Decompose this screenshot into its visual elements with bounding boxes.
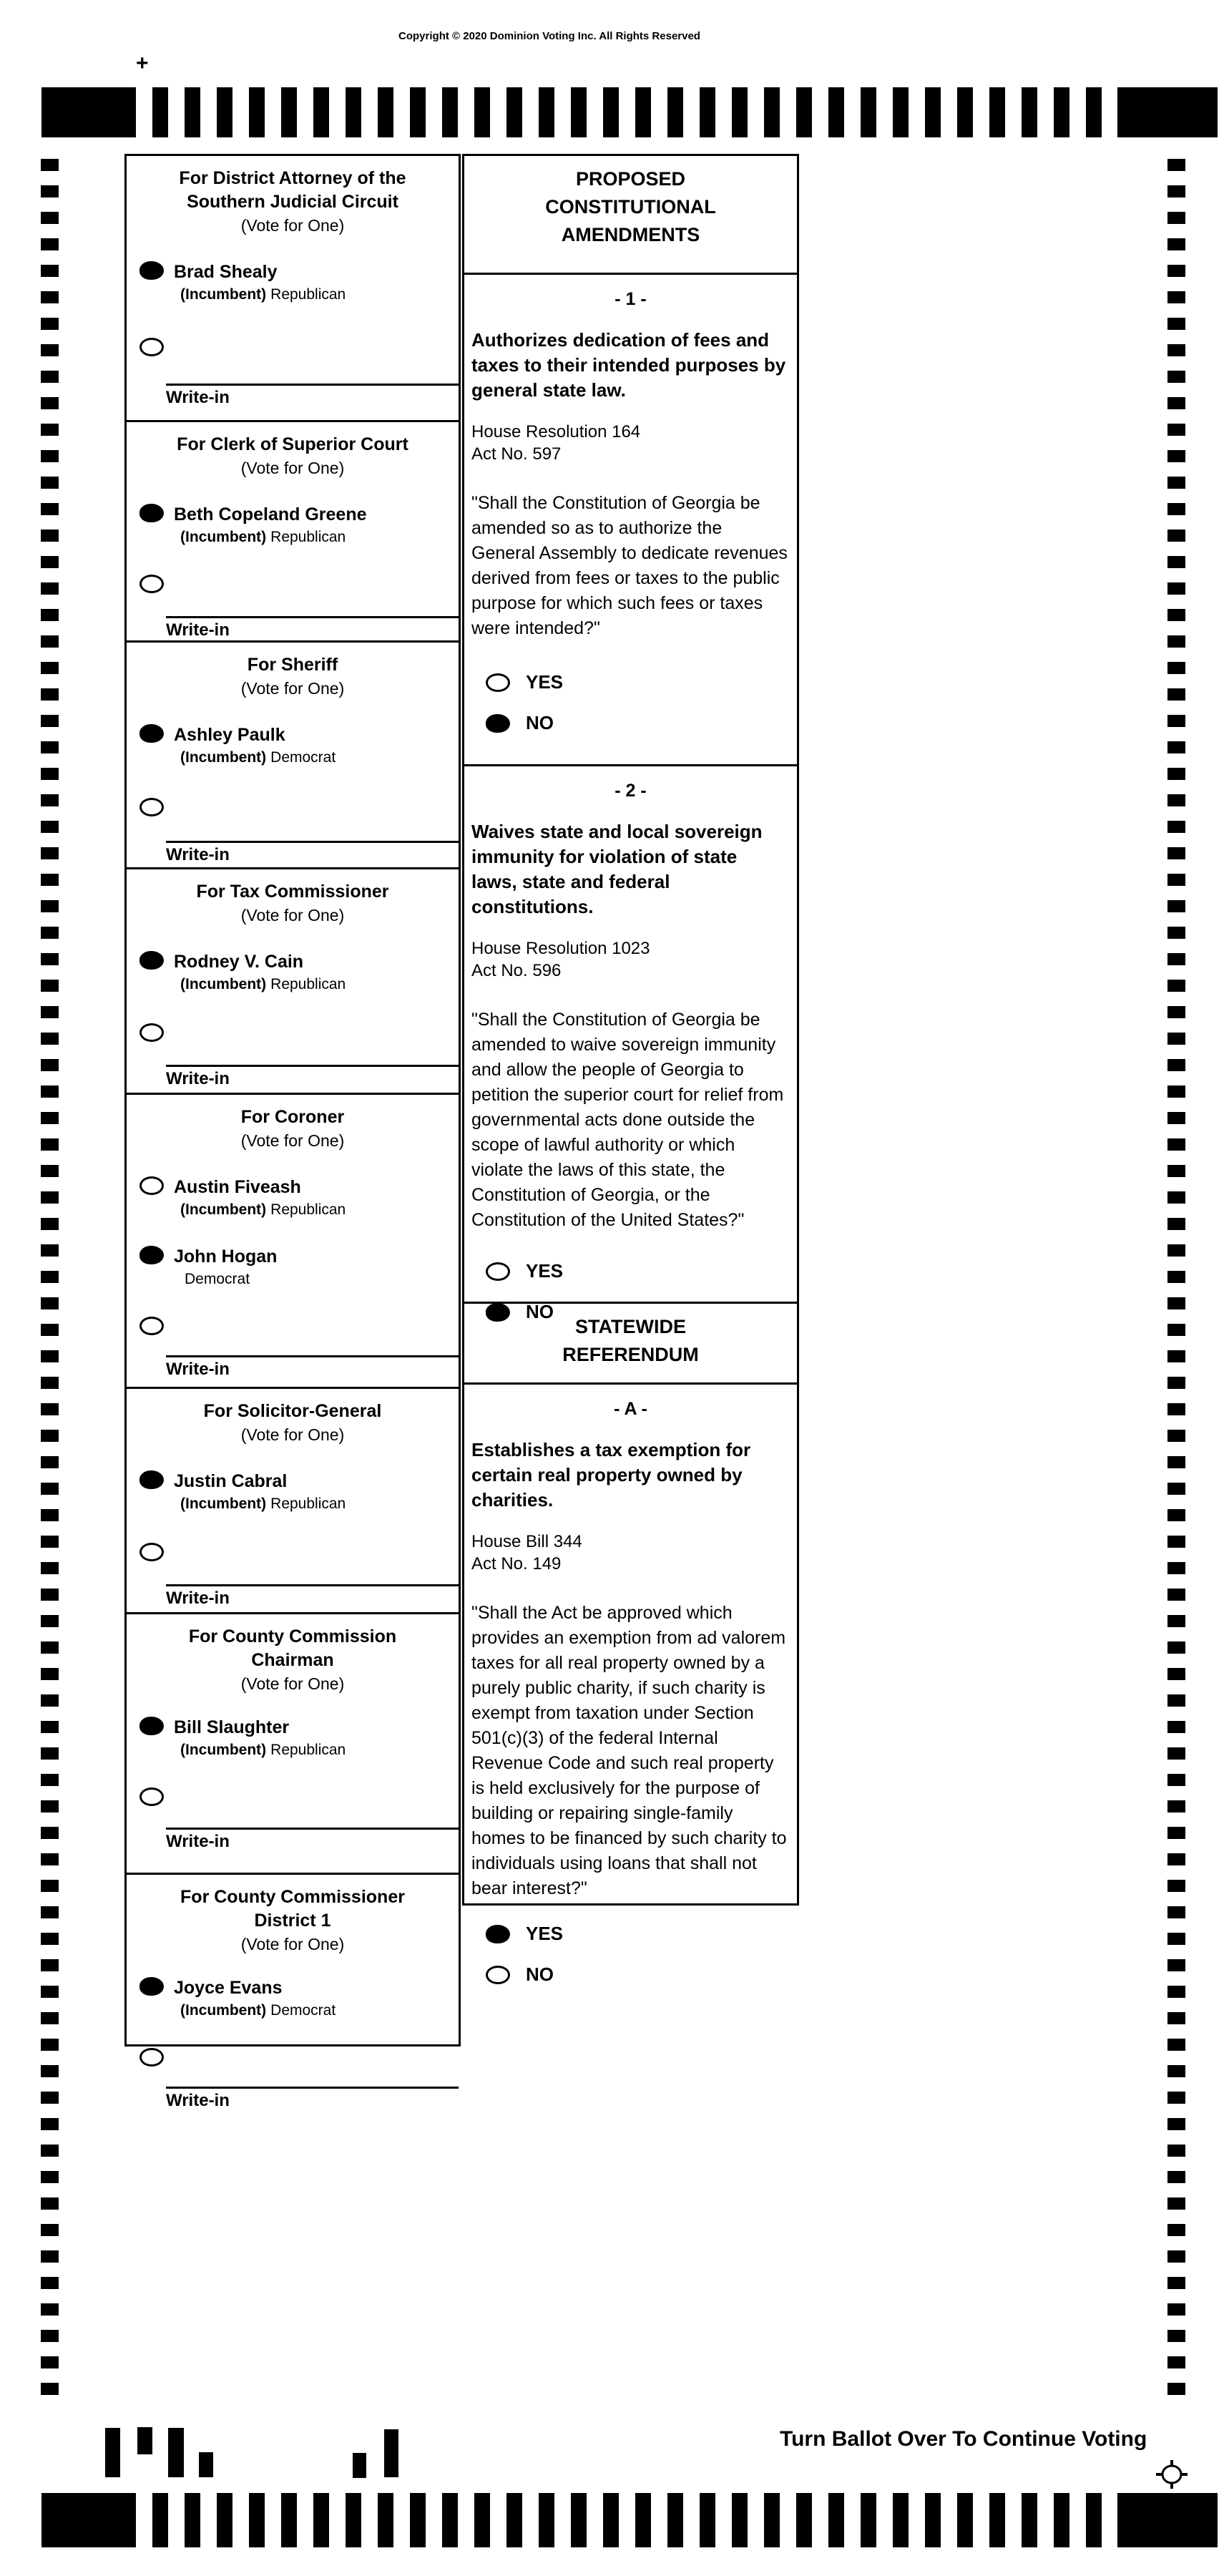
candidate-party (180, 749, 336, 766)
header-line: AMENDMENTS (561, 224, 700, 245)
amendment-1 (464, 289, 797, 766)
candidate-name: Joyce Evans (174, 1978, 283, 1998)
contest-title: For Clerk of Superior Court (177, 434, 408, 454)
write-in-area[interactable] (166, 1584, 459, 1609)
candidate-row (139, 1176, 459, 1219)
timing-block-right (1117, 2493, 1218, 2547)
party-label: Democrat (185, 1271, 250, 1287)
write-in-label: Write-in (166, 388, 230, 407)
write-in-label: Write-in (166, 1832, 230, 1851)
header-line: STATEWIDE (575, 1316, 686, 1337)
vote-bubble[interactable] (139, 261, 164, 280)
candidate-row (139, 1717, 459, 1759)
no-label: NO (526, 1301, 554, 1322)
measure-summary: Authorizes dedication of fees and taxes to their intended purposes by general state law. (471, 329, 786, 401)
no-bubble[interactable] (486, 1966, 510, 1984)
incumbent-label: (Incumbent) (180, 749, 267, 766)
vote-bubble[interactable] (139, 1470, 164, 1489)
timing-bars (120, 2493, 1117, 2547)
reference-line: House Resolution 1023 (471, 939, 650, 958)
contest-title: For County Commission (188, 1626, 397, 1646)
write-in-bubble[interactable] (139, 1317, 164, 1335)
candidate-row (139, 951, 459, 993)
timing-marks-left-column (41, 159, 59, 2396)
contests-column (124, 154, 461, 2110)
candidate-name: Brad Shealy (174, 262, 278, 282)
candidate-row (139, 1470, 459, 1513)
incumbent-label: (Incumbent) (180, 286, 267, 303)
contest-title: Chairman (251, 1650, 334, 1670)
write-in-label: Write-in (166, 620, 230, 640)
party-label: Republican (270, 1742, 346, 1758)
candidate-row (139, 261, 459, 303)
vote-for-one-label: (Vote for One) (240, 1425, 345, 1444)
write-in-label: Write-in (166, 845, 230, 864)
contest-county-commission-chairman (127, 1625, 459, 1875)
candidate-party (180, 286, 346, 303)
contest-title: For Coroner (240, 1107, 345, 1127)
candidate-party (180, 976, 346, 993)
write-in-area[interactable] (166, 841, 459, 865)
registration-plus-mark: + (136, 52, 149, 75)
measure-question: "Shall the Constitution of Georgia be amended to waive sovereign immunity and allow the people of Georgia to petition the superior court for relief from governmental acts done outside the scope of lawful authority or which violate the laws of this state, the Constitution of Georgia, or the Constitution of the United States?" (471, 1010, 784, 1230)
reference-line: Act No. 149 (471, 1554, 562, 1574)
timing-marks-right-column (1167, 159, 1185, 2396)
no-bubble[interactable] (486, 714, 510, 733)
barcode-bar (353, 2453, 366, 2478)
header-line: REFERENDUM (562, 1344, 699, 1365)
reference-line: House Resolution 164 (471, 422, 641, 441)
yes-bubble[interactable] (486, 673, 510, 692)
vote-for-one-label: (Vote for One) (240, 1674, 345, 1693)
write-in-area[interactable] (166, 1355, 459, 1380)
contest-title: For Tax Commissioner (196, 882, 389, 902)
no-option (486, 1963, 797, 1986)
header-line: CONSTITUTIONAL (545, 196, 716, 218)
contest-county-commissioner-district-1 (127, 1885, 459, 2132)
contest-title: Southern Judicial Circuit (187, 192, 398, 212)
vote-bubble[interactable] (139, 951, 164, 970)
incumbent-label: (Incumbent) (180, 976, 267, 992)
timing-block-left (41, 87, 120, 137)
write-in-bubble[interactable] (139, 1543, 164, 1561)
write-in-area[interactable] (166, 2087, 459, 2111)
vote-for-one-label: (Vote for One) (240, 1131, 345, 1150)
yes-label: YES (526, 1923, 564, 1944)
yes-bubble[interactable] (486, 1262, 510, 1281)
party-label: Democrat (270, 749, 336, 766)
timing-marks-top-band (41, 87, 1218, 137)
candidate-name: Justin Cabral (174, 1471, 288, 1491)
timing-bars (120, 87, 1117, 137)
yes-option (486, 1923, 797, 1945)
incumbent-label: (Incumbent) (180, 1742, 267, 1758)
referendum-a (464, 1399, 797, 1985)
contest-coroner (127, 1106, 459, 1389)
candidate-name: Austin Fiveash (174, 1177, 301, 1197)
contest-clerk-superior-court (127, 433, 459, 643)
candidate-party (180, 1271, 277, 1288)
party-label: Republican (270, 1496, 346, 1512)
contest-title: For Sheriff (247, 655, 338, 675)
write-in-bubble[interactable] (139, 1787, 164, 1806)
write-in-label: Write-in (166, 2091, 230, 2110)
vote-bubble[interactable] (139, 1717, 164, 1735)
candidate-name: Rodney V. Cain (174, 952, 304, 972)
reference-line: Act No. 597 (471, 444, 562, 464)
vote-bubble[interactable] (139, 724, 164, 743)
candidate-party (180, 1742, 346, 1759)
write-in-label: Write-in (166, 1589, 230, 1608)
copyright-notice: Copyright © 2020 Dominion Voting Inc. All Rights Reserved (398, 30, 700, 42)
vote-bubble[interactable] (139, 1977, 164, 1996)
measures-column (462, 154, 799, 1985)
yes-label: YES (526, 1260, 564, 1282)
candidate-party (180, 1201, 346, 1219)
measure-question: "Shall the Constitution of Georgia be amended so as to authorize the General Assembly to dedicate revenues derived from fees or taxes to the public purpose for which such fees or taxes were intended?" (471, 493, 788, 638)
contest-title: For County Commissioner (180, 1887, 405, 1907)
vote-for-one-label: (Vote for One) (240, 216, 345, 235)
write-in-area[interactable] (166, 616, 459, 640)
yes-bubble[interactable] (486, 1925, 510, 1943)
barcode-bar (199, 2452, 213, 2477)
write-in-area[interactable] (166, 384, 459, 408)
amendment-2 (464, 781, 797, 1322)
candidate-party (180, 1496, 346, 1513)
contest-sheriff (127, 653, 459, 869)
candidate-name: John Hogan (174, 1246, 278, 1267)
write-in-area[interactable] (166, 1065, 459, 1089)
proposed-amendments-header (464, 165, 797, 275)
candidate-party (180, 529, 367, 546)
vote-for-one-label: (Vote for One) (240, 679, 345, 698)
measure-summary: Establishes a tax exemption for certain real property owned by charities. (471, 1439, 751, 1511)
candidate-name: Bill Slaughter (174, 1717, 290, 1737)
barcode-number-label: 45 (387, 2436, 399, 2449)
incumbent-label: (Incumbent) (180, 1496, 267, 1512)
measure-question: "Shall the Act be approved which provides an exemption from ad valorem taxes for all real property owned by a purely public charity, if such charity is exempt from taxation under Section 501(c)(3) of the federal Internal Revenue Code and such real property is held exclusively for the purpose of building or repairing single-family homes to be financed by such charity to individuals using loans that shall not bear interest?" (471, 1603, 787, 1898)
statewide-referendum-header (464, 1313, 797, 1385)
measure-references (471, 421, 797, 465)
write-in-bubble[interactable] (139, 2048, 164, 2067)
candidate-row (139, 724, 459, 766)
incumbent-label: (Incumbent) (180, 529, 267, 545)
vote-for-one-label: (Vote for One) (240, 459, 345, 477)
timing-marks-bottom-band (41, 2493, 1218, 2547)
no-label: NO (526, 712, 554, 733)
write-in-bubble[interactable] (139, 338, 164, 356)
yes-option (486, 671, 797, 693)
contest-title: District 1 (254, 1911, 331, 1931)
write-in-bubble[interactable] (139, 575, 164, 593)
reference-line: House Bill 344 (471, 1532, 582, 1551)
no-option (486, 712, 797, 734)
measure-summary: Waives state and local sovereign immunity for violation of state laws, state and federal constitutions. (471, 821, 763, 917)
write-in-label: Write-in (166, 1069, 230, 1088)
vote-bubble[interactable] (139, 1246, 164, 1264)
measure-number: - 2 - (615, 781, 647, 801)
vote-bubble[interactable] (139, 504, 164, 522)
no-label: NO (526, 1963, 554, 1985)
measure-references (471, 937, 797, 982)
contest-title: For Solicitor-General (203, 1401, 382, 1421)
party-label: Republican (270, 529, 346, 545)
party-label: Democrat (270, 2002, 336, 2019)
yes-label: YES (526, 671, 564, 693)
candidate-row (139, 1246, 459, 1288)
vote-for-one-label: (Vote for One) (240, 906, 345, 924)
vote-bubble[interactable] (139, 1176, 164, 1195)
candidate-name: Beth Copeland Greene (174, 504, 367, 525)
incumbent-label: (Incumbent) (180, 2002, 267, 2019)
header-line: PROPOSED (575, 168, 686, 190)
party-label: Republican (270, 976, 346, 992)
barcode-bar (105, 2428, 120, 2477)
write-in-area[interactable] (166, 1828, 459, 1852)
yes-option (486, 1260, 797, 1282)
write-in-label: Write-in (166, 1360, 230, 1379)
measure-number: - 1 - (615, 289, 647, 309)
measure-number: - A - (614, 1399, 647, 1419)
contest-solicitor-general (127, 1400, 459, 1614)
timing-block-right (1117, 87, 1218, 137)
contest-title: For District Attorney of the (179, 168, 406, 188)
candidate-row (139, 1977, 459, 2019)
write-in-bubble[interactable] (139, 798, 164, 816)
candidate-name: Ashley Paulk (174, 725, 285, 745)
contest-tax-commissioner (127, 880, 459, 1095)
incumbent-label: (Incumbent) (180, 1201, 267, 1218)
write-in-bubble[interactable] (139, 1023, 164, 1042)
turn-ballot-over-text: Turn Ballot Over To Continue Voting (780, 2427, 1147, 2451)
barcode-bar (168, 2428, 184, 2477)
candidate-row (139, 504, 459, 546)
registration-target-icon (1156, 2460, 1188, 2489)
contest-district-attorney (127, 167, 459, 422)
measure-references (471, 1531, 797, 1575)
timing-block-left (41, 2493, 120, 2547)
no-bubble[interactable] (486, 1303, 510, 1322)
barcode-bar (137, 2427, 152, 2454)
candidate-party (180, 2002, 336, 2019)
party-label: Republican (270, 286, 346, 303)
vote-for-one-label: (Vote for One) (240, 1935, 345, 1953)
party-label: Republican (270, 1201, 346, 1218)
reference-line: Act No. 596 (471, 961, 562, 980)
